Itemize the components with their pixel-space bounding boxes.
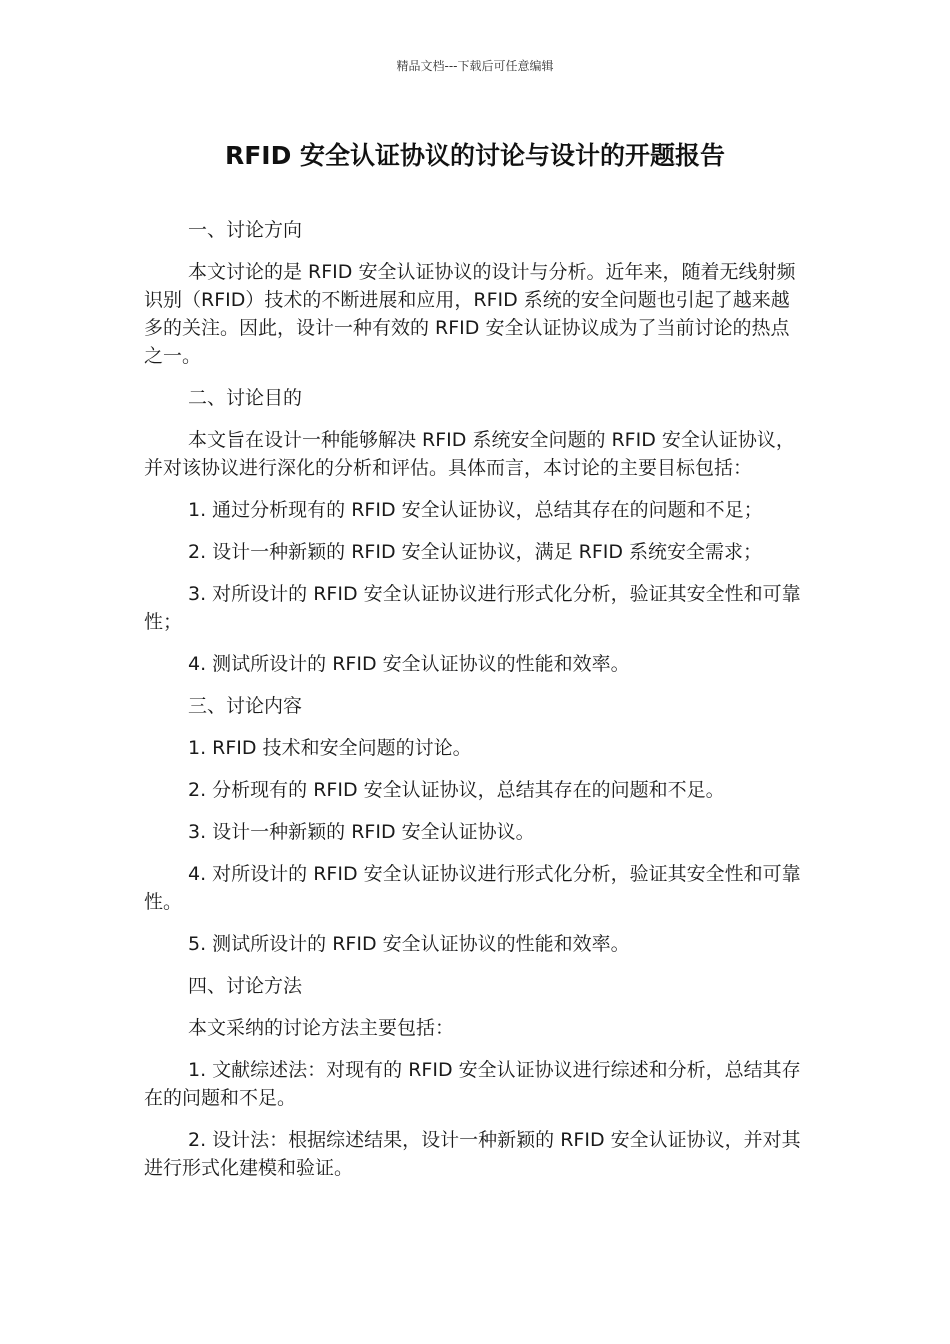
list-item-method-2: 2. 设计法：根据综述结果，设计一种新颖的 RFID 安全认证协议，并对其进行形式化建模和验证。 — [144, 1129, 801, 1179]
list-item-purpose-3: 3. 对所设计的 RFID 安全认证协议进行形式化分析，验证其安全性和可靠性； — [144, 583, 801, 633]
section-heading-content: 三、讨论内容 — [188, 695, 303, 717]
list-item-purpose-4: 4. 测试所设计的 RFID 安全认证协议的性能和效率。 — [188, 653, 630, 675]
list-item-purpose-2: 2. 设计一种新颖的 RFID 安全认证协议，满足 RFID 系统安全需求； — [188, 541, 763, 563]
paragraph-purpose: 本文旨在设计一种能够解决 RFID 系统安全问题的 RFID 安全认证协议，并对该协议进行深化的分析和评估。具体而言，本讨论的主要目标包括： — [144, 429, 795, 479]
paragraph-method-intro: 本文采纳的讨论方法主要包括： — [188, 1017, 455, 1039]
section-heading-purpose: 二、讨论目的 — [188, 387, 303, 409]
list-item-content-4: 4. 对所设计的 RFID 安全认证协议进行形式化分析，验证其安全性和可靠性。 — [144, 863, 801, 913]
section-heading-direction: 一、讨论方向 — [188, 219, 303, 241]
paragraph-direction: 本文讨论的是 RFID 安全认证协议的设计与分析。近年来，随着无线射频识别（RFID）技术的不断进展和应用，RFID 系统的安全问题也引起了越来越多的关注。因此，设计一种有效的 RFID 安全认证协议成为了当前讨论的热点之一。 — [144, 261, 796, 367]
list-item-content-3: 3. 设计一种新颖的 RFID 安全认证协议。 — [188, 821, 535, 843]
section-heading-method: 四、讨论方法 — [188, 975, 303, 997]
list-item-purpose-1: 1. 通过分析现有的 RFID 安全认证协议，总结其存在的问题和不足； — [188, 499, 763, 521]
list-item-content-2: 2. 分析现有的 RFID 安全认证协议，总结其存在的问题和不足。 — [188, 779, 725, 801]
list-item-content-5: 5. 测试所设计的 RFID 安全认证协议的性能和效率。 — [188, 933, 630, 955]
document-body — [144, 216, 806, 1196]
document-title: RFID 安全认证协议的讨论与设计的开题报告 — [224, 141, 726, 170]
list-item-method-1: 1. 文献综述法：对现有的 RFID 安全认证协议进行综述和分析，总结其存在的问题和不足。 — [144, 1059, 801, 1109]
list-item-content-1: 1. RFID 技术和安全问题的讨论。 — [188, 737, 472, 759]
page-header: 精品文档---下载后可任意编辑 — [396, 59, 554, 73]
